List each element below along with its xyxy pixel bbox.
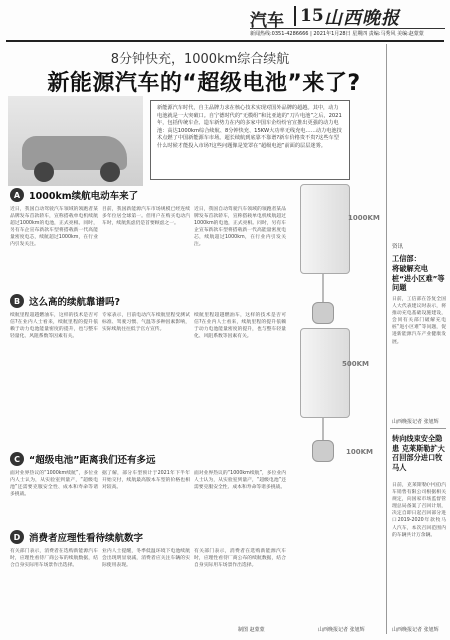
section-d-col2: 业内人士提醒，冬季低温环境下电池续航会出现明显衰减，消费者应关注车辆的实际使用表现。 xyxy=(102,549,190,569)
section-name: 汽车 xyxy=(250,11,284,31)
charger-cable-1 xyxy=(322,274,324,304)
headline-title: 新能源汽车的“超级电池”来了? xyxy=(47,71,361,96)
section-a-badge: A xyxy=(10,188,24,202)
news2-byline: 山西晚报记者 张旭辉 xyxy=(392,627,439,633)
charger-pole-1 xyxy=(300,184,350,274)
car-wheel-rear xyxy=(100,162,120,182)
car-photo xyxy=(8,96,143,186)
section-b-col2: 专家表示，目前电动汽车续航里程受测试标准、驾驶习惯、气温等多种因素影响，实际续航往往低于官方宣传。 xyxy=(102,313,190,333)
lead-paragraph: 新能源汽车时代，自主品牌力求在核心技术实现对国外品牌的超越。其中，动力电池就是一大突破口。自宁德时代的“无模组”和比亚迪的“刀片电池”之后，2021年，包括传统车企、造车新势力在内的多家中国车企纷纷官宣推出更强的动力电池：高达1000km综合续航、8分钟快充、15KW大功率无线充电……动力电池技术点燃了中国新能源车市场。超长续航到底靠不靠谱?新车价格贵不贵?这些车型什么时候才能投入市场?这些问题像是笼罩在“超级电池”前面的层层迷雾。 xyxy=(150,100,350,180)
charger-plug-icon xyxy=(312,302,334,324)
section-d-title: 消费者应理性看待续航数字 xyxy=(29,533,144,544)
charger-pole-2 xyxy=(300,328,350,418)
headline-kicker: 8分钟快充，1000km综合续航 xyxy=(110,52,290,67)
masthead xyxy=(250,2,445,36)
section-d-heading xyxy=(10,530,143,544)
masthead-rule xyxy=(6,40,444,42)
column-divider xyxy=(386,44,387,634)
news1-body: 日前，工信部在答复全国人大代表建议时表示，将推动充电基础设施建设，会同有关部门破解充电桩“进小区难”等问题，促进新能源汽车产业健康发展。 xyxy=(392,297,446,345)
charger-plug-icon-2 xyxy=(312,440,334,462)
section-b-heading xyxy=(10,294,120,308)
section-c-col2: 据了解，部分车型预计于2021年下半年开始交付，续航最高版本车型的价格也相对较高。 xyxy=(102,471,190,491)
page-number: 15 xyxy=(294,6,324,26)
section-c-badge: C xyxy=(10,452,24,466)
section-d-badge: D xyxy=(10,530,24,544)
news-divider xyxy=(390,428,446,429)
graphic-label-500km: 500KM xyxy=(342,360,370,368)
section-c-heading xyxy=(10,452,156,466)
section-d-col1: 有关部门表示，消费者在选购新能源汽车时，应理性看待厂商公布的续航数据，结合自身实际用车场景作出选择。 xyxy=(10,549,98,569)
section-b-badge: B xyxy=(10,294,24,308)
graphic-label-1000km: 1000KM xyxy=(348,214,380,222)
graphic-label-100km: 100KM xyxy=(346,448,374,456)
newspaper-brand: 山西晚报 xyxy=(324,8,400,29)
section-a-heading xyxy=(10,188,138,202)
section-a-col2: 目前，我国新能源汽车市场规模已经连续多年位居全球第一。但用户在购买电动汽车时，续航焦虑仍是首要顾虑之一。 xyxy=(102,207,190,227)
charger-cable-2 xyxy=(322,418,324,442)
section-d-col3: 有关部门表示，消费者在选购新能源汽车时，应理性看待厂商公布的续航数据，结合自身实际用车场景作出选择。 xyxy=(194,549,286,569)
section-b-title: 这么高的续航靠谱吗? xyxy=(29,297,121,308)
section-c-col3: 面对业界热议的“1000km续航”，多位业内人士认为，从实验室到量产，“超级电池”还需要克服安全性、成本和寿命等诸多挑战。 xyxy=(194,471,286,491)
editor-credit: 制图 赵蒙蒙 xyxy=(238,627,265,633)
section-b-col1: 续航里程超越燃油车，这样的技术是否可信?在业内人士看来，续航里程的提升依赖于动力电池能量密度的提升，也与整车轻量化、风阻系数等因素有关。 xyxy=(10,313,98,340)
car-wheel-front xyxy=(34,162,54,182)
news1-byline: 山西晚报记者 张旭辉 xyxy=(392,419,439,425)
news2-body: 日前，克莱斯勒(中国)汽车销售有限公司根据相关规定，向国家市场监督管理总局备案了召回计划，决定自即日起召回部分进口2019-2020年款牧马人汽车，本次召回范围内的车辆共计万余辆。 xyxy=(392,483,446,538)
section-a-title: 1000km续航电动车来了 xyxy=(29,191,139,202)
section-c-title: “超级电池”距离我们还有多远 xyxy=(29,455,156,466)
news-tag: 资讯 xyxy=(392,244,404,250)
charging-graphic xyxy=(292,178,382,478)
section-c-col1: 面对业界热议的“1000km续航”，多位业内人士认为，从实验室到量产，“超级电池”还需要克服安全性、成本和寿命等诸多挑战。 xyxy=(10,471,98,498)
section-a-col1: 近日，我国自动驾驶汽车领域的领跑者某品牌发布首款轿车，宣称搭载单电机续航超过1000km的电池，正式亮相。同时，另有车企宣布新款车型将搭载新一代高能量密度电芯，续航超过1000km，在行业内引发关注。 xyxy=(10,207,98,248)
news1-title: 将破解充电桩“进小区难”等问题 xyxy=(392,264,445,292)
masthead-meta: 新闻热线:0351-4286666 | 2021年1月28日 星期四 责编:马秀风 美编:赵蒙蒙 xyxy=(250,28,445,37)
news1-subhead: 工信部： xyxy=(392,254,421,263)
main-byline: 山西晚报记者 张旭辉 xyxy=(318,627,365,633)
section-b-col3: 续航里程超越燃油车，这样的技术是否可信?在业内人士看来，续航里程的提升依赖于动力电池能量密度的提升，也与整车轻量化、风阻系数等因素有关。 xyxy=(194,313,286,340)
news2-title: 转向线束安全隐患 克莱斯勒扩大召回部分进口牧马人 xyxy=(392,434,445,472)
section-a-col3: 近日，我国自动驾驶汽车领域的领跑者某品牌发布首款轿车，宣称搭载单电机续航超过1000km的电池，正式亮相。同时，另有车企宣布新款车型将搭载新一代高能量密度电芯，续航超过1000km，在行业内引发关注。 xyxy=(194,207,286,248)
